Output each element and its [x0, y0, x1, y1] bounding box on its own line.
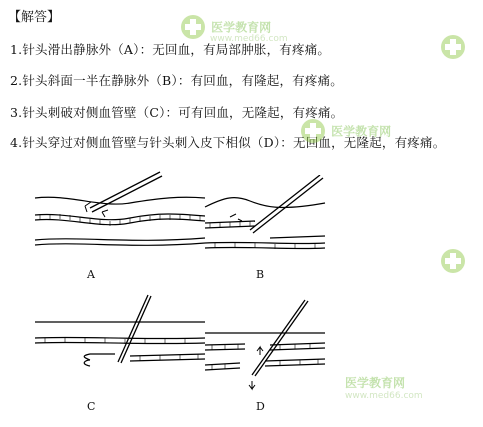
watermark-logo-icon: [180, 14, 206, 40]
diagram-b: [200, 175, 330, 265]
watermark-logo-icon: [440, 248, 466, 274]
answer-line-2: 2.针头斜面一半在静脉外（B）：有回血，有隆起，有疼痛。: [10, 73, 343, 88]
watermark-1: 医学教育网 www.med66.com: [180, 14, 288, 44]
answer-line-1: 1.针头滑出静脉外（A）：无回血，有局部肿胀，有疼痛。: [10, 42, 331, 57]
panel-label-a: A: [87, 268, 95, 281]
answer-line-4: 4.针头穿过对侧血管壁与针头刺入皮下相似（D）：无回血，无隆起，有疼痛。: [10, 135, 446, 150]
panel-label-b: B: [256, 268, 265, 281]
diagram-c: [30, 290, 210, 380]
diagram-a: [30, 170, 210, 265]
answer-line-3: 3.针头刺破对侧血管壁（C）：可有回血，无隆起，有疼痛。: [10, 105, 344, 120]
panel-label-d: D: [256, 400, 265, 413]
watermark-logo-icon: [440, 34, 466, 60]
answer-heading: 【解答】: [8, 10, 61, 25]
watermark-2: [440, 34, 466, 64]
diagram-d: [200, 295, 330, 395]
watermark-logo-icon: [300, 118, 326, 144]
panel-label-c: C: [87, 400, 96, 413]
watermark-5: 医学教育网 www.med66.com: [345, 376, 423, 401]
watermark-3: 医学教育网: [300, 118, 391, 144]
watermark-4: [440, 248, 466, 278]
